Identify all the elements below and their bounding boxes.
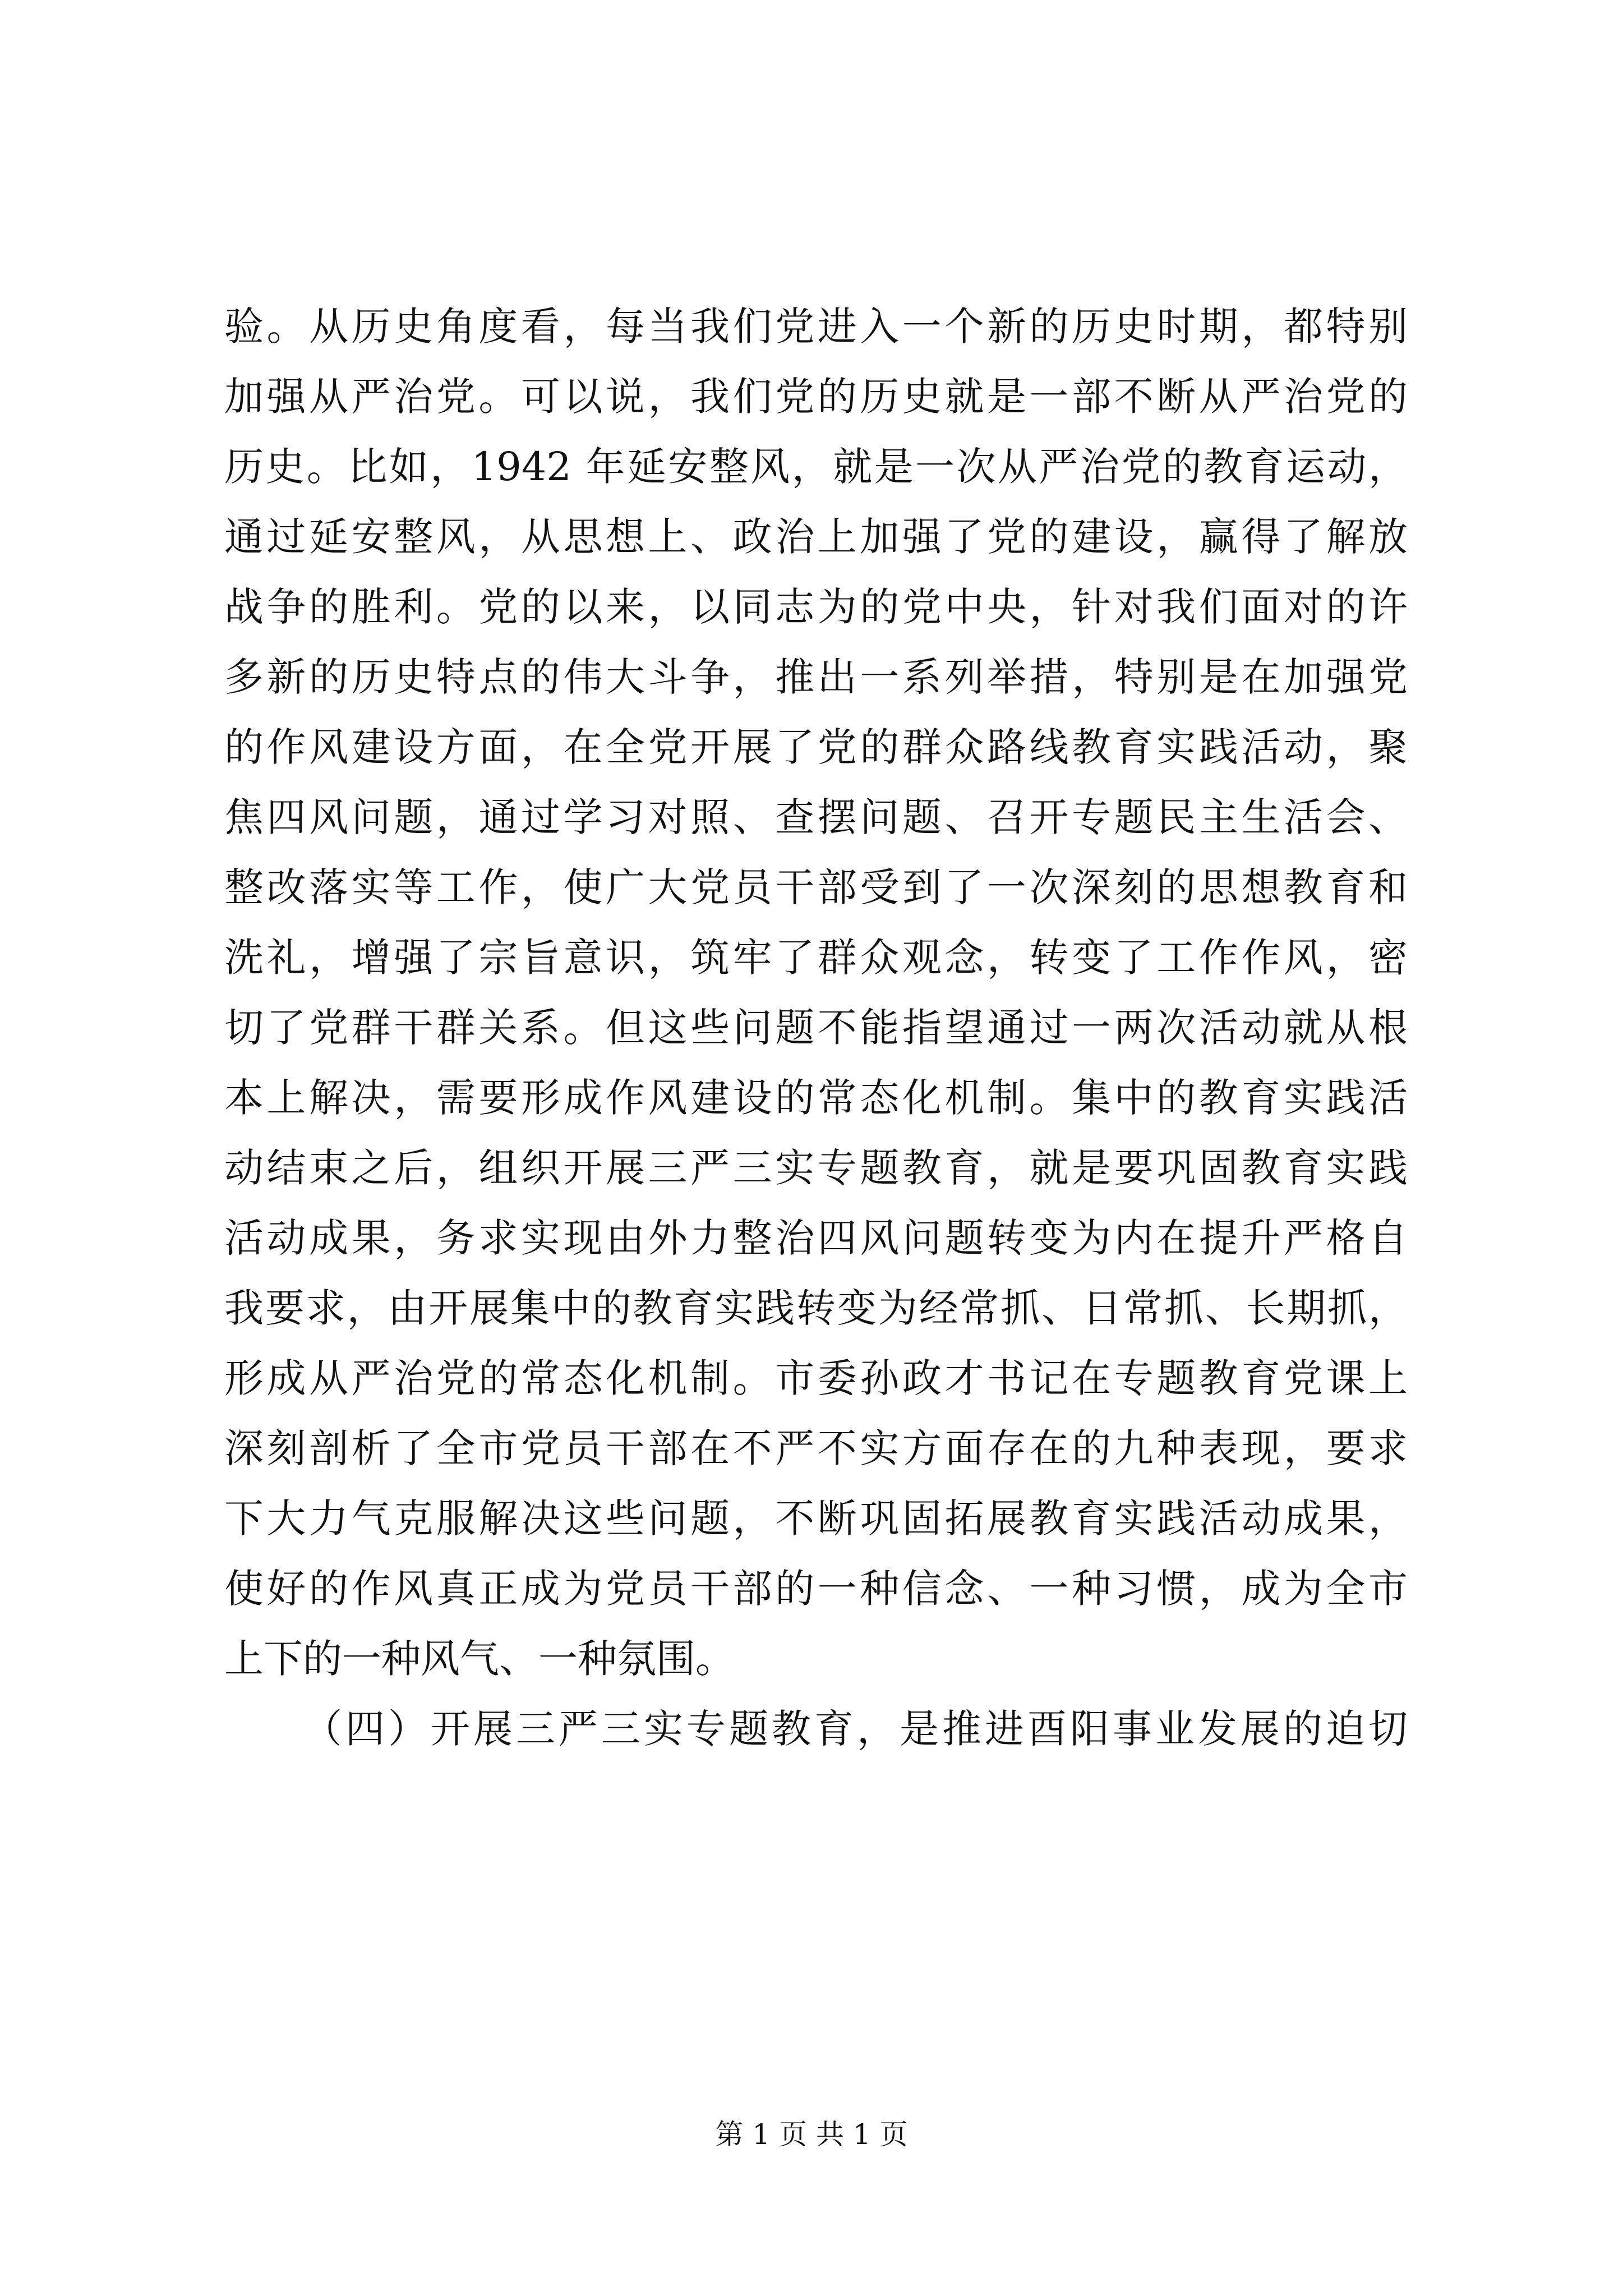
text-line: 的作风建设方面，在全党开展了党的群众路线教育实践活动，聚 [224, 724, 1408, 770]
page-number-label: 第 1 页 共 1 页 [715, 2118, 908, 2151]
text-line: 洗礼，增强了宗旨意识，筑牢了群众观念，转变了工作作风，密 [224, 935, 1408, 981]
text-line: 深刻剖析了全市党员干部在不严不实方面存在的九种表现，要求 [224, 1425, 1408, 1471]
text-line: 使好的作风真正成为党员干部的一种信念、一种习惯，成为全市 [224, 1566, 1408, 1612]
text-line: 通过延安整风，从思想上、政治上加强了党的建设，赢得了解放 [224, 514, 1408, 560]
text-line: 切了党群干群关系。但这些问题不能指望通过一两次活动就从根 [224, 1005, 1408, 1051]
text-line: 加强从严治党。可以说，我们党的历史就是一部不断从严治党的 [224, 374, 1408, 420]
text-line: 本上解决，需要形成作风建设的常态化机制。集中的教育实践活 [224, 1075, 1408, 1121]
page-footer [0, 2112, 1623, 2152]
text-line: 历史。比如，1942 年延安整风，就是一次从严治党的教育运动， [224, 444, 1408, 490]
section-heading-line: （四）开展三严三实专题教育，是推进酉阳事业发展的迫切 [303, 1706, 1408, 1752]
text-line: 我要求，由开展集中的教育实践转变为经常抓、日常抓、长期抓， [224, 1285, 1408, 1331]
text-line: 战争的胜利。党的以来，以同志为的党中央，针对我们面对的许 [224, 584, 1408, 630]
text-line: 多新的历史特点的伟大斗争，推出一系列举措，特别是在加强党 [224, 654, 1408, 700]
text-line: 验。从历史角度看，每当我们党进入一个新的历史时期，都特别 [224, 303, 1408, 349]
text-line: 焦四风问题，通过学习对照、查摆问题、召开专题民主生活会、 [224, 794, 1408, 840]
text-line: 活动成果，务求实现由外力整治四风问题转变为内在提升严格自 [224, 1215, 1408, 1261]
text-line: 整改落实等工作，使广大党员干部受到了一次深刻的思想教育和 [224, 864, 1408, 910]
body-text [224, 292, 1408, 1764]
text-line: 动结束之后，组织开展三严三实专题教育，就是要巩固教育实践 [224, 1145, 1408, 1191]
text-line: 下大力气克服解决这些问题，不断巩固拓展教育实践活动成果， [224, 1496, 1408, 1542]
paragraph-end-line: 上下的一种风气、一种氛围。 [224, 1636, 735, 1682]
text-line: 形成从严治党的常态化机制。市委孙政才书记在专题教育党课上 [224, 1355, 1408, 1401]
